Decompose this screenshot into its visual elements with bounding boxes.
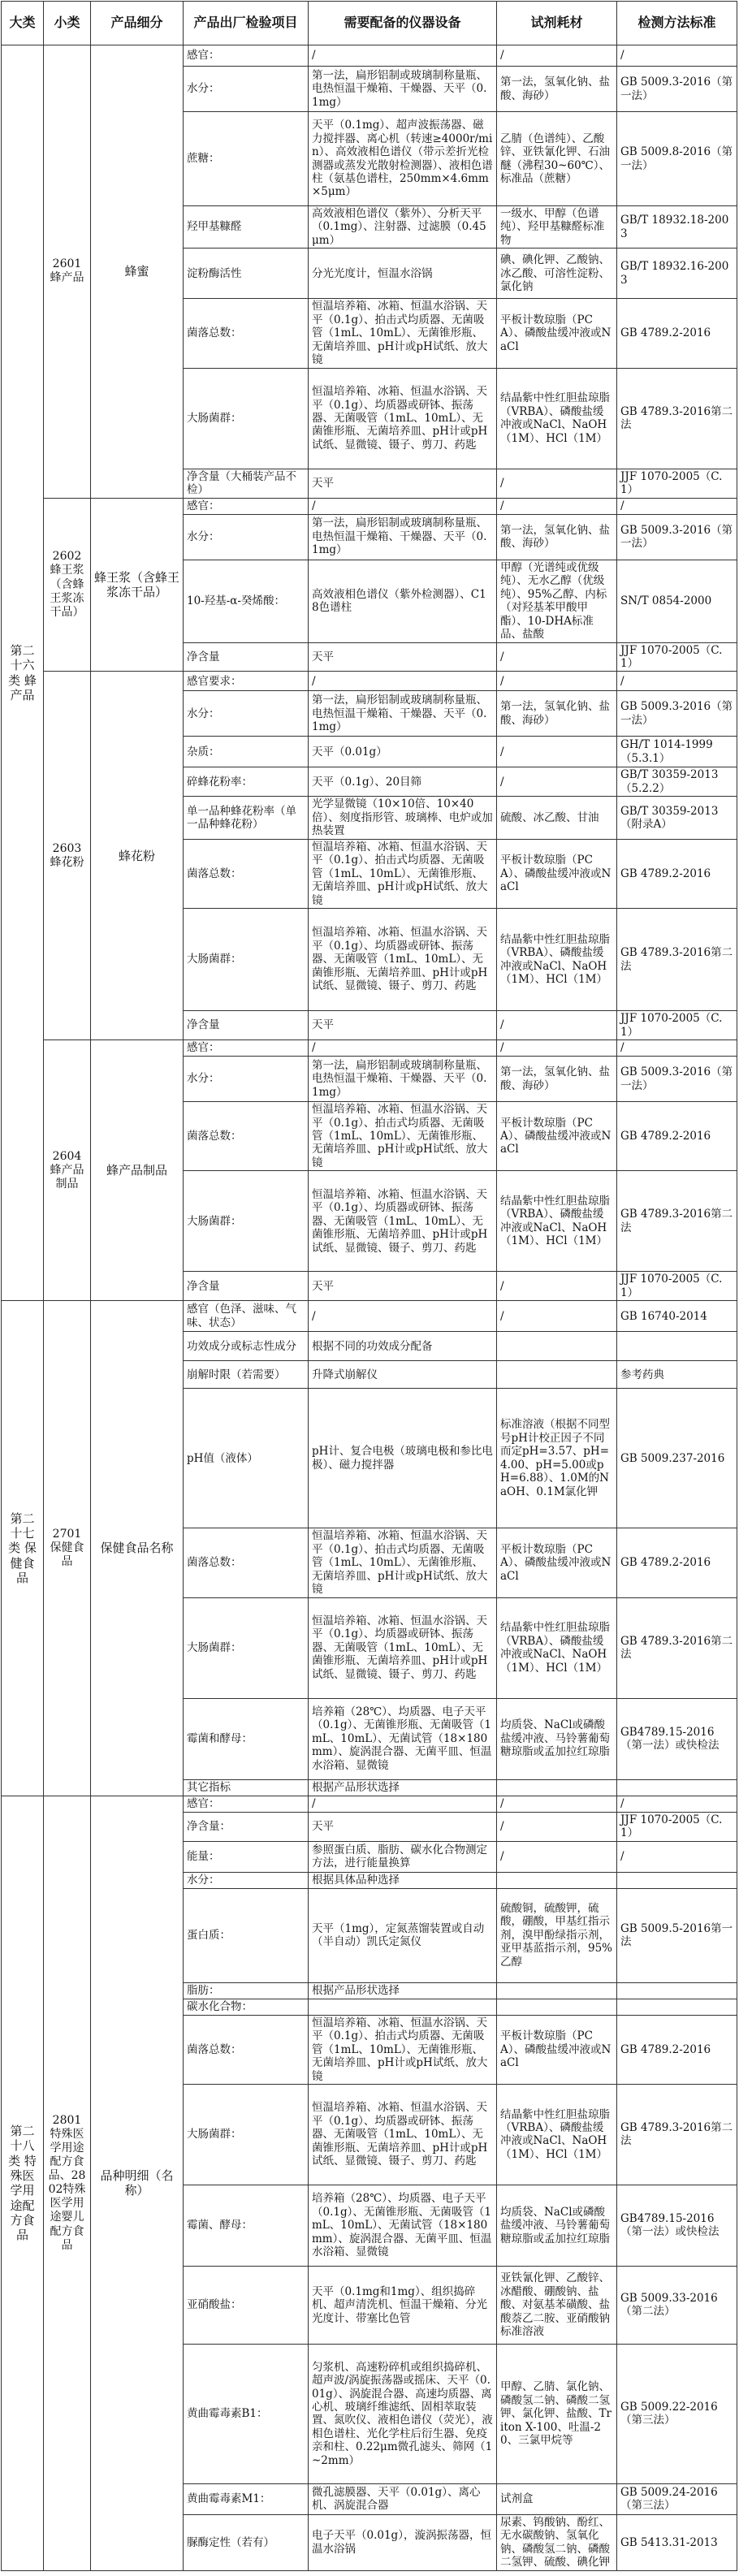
method-cell: GB/T 18932.16-2003 bbox=[617, 249, 737, 299]
method-cell: GB 5009.5-2016第一法 bbox=[617, 1888, 737, 1982]
method-cell: GB 5009.237-2016 bbox=[617, 1389, 737, 1528]
method-cell: / bbox=[617, 45, 737, 67]
equipment-cell: / bbox=[309, 672, 497, 691]
reagent-cell: 甲醇、乙腈、氯化钠、磷酸氢二钠、磷酸二氢钾、氯化钾、盐酸、Triton X-100、吐温-20、三氯甲烷等 bbox=[497, 2344, 617, 2483]
equipment-cell: 恒温培养箱、冰箱、恒温水浴锅、天平（0.1g）、均质器或研钵、振荡器、无菌吸管（1mL、10mL）、无菌锥形瓶、无菌培养皿、pH计或pH试纸、显微镜、镊子、剪刀、药匙 bbox=[309, 368, 497, 469]
item-cell: 单一品种蜂花粉率（单一品种蜂花粉） bbox=[184, 797, 309, 839]
reagent-cell: 平板计数琼脂（PCA）、磷酸盐缓冲液或NaCl bbox=[497, 2015, 617, 2084]
equipment-cell: 天平（1mg），定氮蒸馏装置或自动（半自动）凯氏定氮仪 bbox=[309, 1888, 497, 1982]
item-cell: 水分： bbox=[184, 1872, 309, 1888]
reagent-cell: / bbox=[497, 1841, 617, 1872]
equipment-cell: 培养箱（28℃）、均质器、电子天平（0.1g）、无菌锥形瓶、无菌吸管（1mL、10mL）、无菌试管（18×180mm）、旋涡混合器、无菌平皿、恒温水浴箱、显微镜 bbox=[309, 2185, 497, 2266]
reagent-cell bbox=[497, 1982, 617, 1999]
inspection-table bbox=[1, 1, 737, 2571]
header-method: 检测方法标准 bbox=[617, 2, 737, 45]
reagent-cell: 结晶紫中性红胆盐琼脂（VRBA）、磷酸盐缓冲液或NaCl、NaOH（1M）、HCl（1M） bbox=[497, 368, 617, 469]
reagent-cell: 第一法，氢氧化钠、盐酸、海砂） bbox=[497, 691, 617, 737]
method-cell: GB 4789.3-2016第二法 bbox=[617, 1597, 737, 1698]
method-cell: JJF 1070-2005（C.1） bbox=[617, 1011, 737, 1040]
header-subcategory: 小类 bbox=[44, 2, 91, 45]
reagent-cell: 平板计数琼脂（PCA）、磷酸盐缓冲液或NaCl bbox=[497, 299, 617, 368]
item-cell: 霉菌、酵母： bbox=[184, 2185, 309, 2266]
item-cell: 蔗糖： bbox=[184, 112, 309, 206]
item-cell: 脲酶定性（若有） bbox=[184, 2514, 309, 2570]
equipment-cell: 天平（0.1mg）、超声波振荡器、磁力搅拌器、离心机（转速≥4000r/min）、高效液相色谱仪（带示差折光检测器或蒸发光散射检测器）、液相色谱柱（氨基色谱柱，250mm×4.6mm×5μm） bbox=[309, 112, 497, 206]
equipment-cell: 高效液相色谱仪（紫外检测器）、C18色谱柱 bbox=[309, 560, 497, 642]
equipment-cell: 根据不同的功效成分配备 bbox=[309, 1332, 497, 1361]
item-cell: 亚硝酸盐： bbox=[184, 2266, 309, 2344]
item-cell: 水分： bbox=[184, 514, 309, 560]
reagent-cell: 硫酸、冰乙酸、甘油 bbox=[497, 797, 617, 839]
item-cell: 黄曲霉毒素B1： bbox=[184, 2344, 309, 2483]
header-product: 产品细分 bbox=[91, 2, 184, 45]
item-cell: 脂肪： bbox=[184, 1982, 309, 1999]
item-cell: 净含量： bbox=[184, 1812, 309, 1841]
table-row bbox=[2, 498, 737, 514]
equipment-cell: 第一法，扁形铝制或玻璃制称量瓶、电热恒温干燥箱、干燥器、天平（0.1mg） bbox=[309, 691, 497, 737]
equipment-cell: 根据产品形状选择 bbox=[309, 1982, 497, 1999]
equipment-cell: 天平 bbox=[309, 1812, 497, 1841]
reagent-cell: / bbox=[497, 1812, 617, 1841]
reagent-cell: / bbox=[497, 642, 617, 672]
item-cell: 崩解时限（若需要） bbox=[184, 1361, 309, 1389]
reagent-cell: / bbox=[497, 469, 617, 498]
item-cell: 感官要求： bbox=[184, 672, 309, 691]
subcategory-cell: 2604蜂产品制品 bbox=[44, 1040, 91, 1301]
method-cell: GB 4789.3-2016第二法 bbox=[617, 368, 737, 469]
method-cell: GB 4789.2-2016 bbox=[617, 839, 737, 908]
subcategory-cell: 2601蜂产品 bbox=[44, 45, 91, 499]
item-cell: 蛋白质： bbox=[184, 1888, 309, 1982]
reagent-cell: 结晶紫中性红胆盐琼脂（VRBA）、磷酸盐缓冲液或NaCl、NaOH（1M）、HCl（1M） bbox=[497, 909, 617, 1011]
reagent-cell: 第一法，氢氧化钠、盐酸、海砂） bbox=[497, 67, 617, 112]
equipment-cell: 天平 bbox=[309, 1011, 497, 1040]
item-cell: 10-羟基-α-癸烯酸： bbox=[184, 560, 309, 642]
item-cell: 大肠菌群： bbox=[184, 2084, 309, 2185]
method-cell: GB/T 30359-2013（5.2.2） bbox=[617, 767, 737, 797]
reagent-cell: 一级水、甲醇（色谱纯）、羟甲基糠醛标准物 bbox=[497, 206, 617, 249]
item-cell: 淀粉酶活性 bbox=[184, 249, 309, 299]
item-cell: 碎蜂花粉率： bbox=[184, 767, 309, 797]
item-cell: 感官： bbox=[184, 1040, 309, 1057]
method-cell: / bbox=[617, 672, 737, 691]
method-cell: GB 4789.3-2016第二法 bbox=[617, 2084, 737, 2185]
equipment-cell: 第一法，扁形铝制或玻璃制称量瓶、电热恒温干燥箱、干燥器、天平（0.1mg） bbox=[309, 67, 497, 112]
table-body bbox=[2, 45, 737, 2571]
product-cell: 蜂产品制品 bbox=[91, 1040, 184, 1301]
reagent-cell bbox=[497, 1872, 617, 1888]
reagent-cell: 平板计数琼脂（PCA）、磷酸盐缓冲液或NaCl bbox=[497, 1102, 617, 1171]
equipment-cell: 升降式崩解仪 bbox=[309, 1361, 497, 1389]
equipment-cell: 恒温培养箱、冰箱、恒温水浴锅、天平（0.1g）、均质器或研钵、振荡器、无菌吸管（1mL、10mL）、无菌锥形瓶、无菌培养皿、pH计或pH试纸、显微镜、镊子、剪刀、药匙 bbox=[309, 2084, 497, 2185]
item-cell: 霉菌和酵母： bbox=[184, 1698, 309, 1779]
item-cell: 感官： bbox=[184, 1796, 309, 1812]
reagent-cell: / bbox=[497, 737, 617, 767]
reagent-cell: 试剂盒 bbox=[497, 2483, 617, 2514]
table-row bbox=[2, 672, 737, 691]
equipment-cell: / bbox=[309, 1040, 497, 1057]
equipment-cell: / bbox=[309, 498, 497, 514]
equipment-cell: 分光光度计，恒温水浴锅 bbox=[309, 249, 497, 299]
method-cell: GB4789.15-2016（第一法）或快检法 bbox=[617, 2185, 737, 2266]
reagent-cell: 平板计数琼脂（PCA）、磷酸盐缓冲液或NaCl bbox=[497, 1528, 617, 1597]
equipment-cell: 参照蛋白质、脂肪、碳水化合物测定方法，进行能量换算 bbox=[309, 1841, 497, 1872]
method-cell: GB 5413.31-2013 bbox=[617, 2514, 737, 2570]
equipment-cell: 恒温培养箱、冰箱、恒温水浴锅、天平（0.1g）、拍击式均质器、无菌吸管（1mL、10mL）、无菌锥形瓶、无菌培养皿、pH计或pH试纸、放大镜 bbox=[309, 839, 497, 908]
reagent-cell: / bbox=[497, 1272, 617, 1301]
method-cell: / bbox=[617, 1796, 737, 1812]
header-reagent: 试剂耗材 bbox=[497, 2, 617, 45]
method-cell: GB 5009.3-2016（第一法） bbox=[617, 67, 737, 112]
item-cell: 菌落总数： bbox=[184, 1528, 309, 1597]
reagent-cell: / bbox=[497, 1040, 617, 1057]
equipment-cell: 天平（0.1mg和1mg）、组织捣碎机、超声清洗机、恒温干燥箱、分光光度计、带塞比色管 bbox=[309, 2266, 497, 2344]
method-cell: GB/T 18932.18-2003 bbox=[617, 206, 737, 249]
item-cell: 大肠菌群： bbox=[184, 909, 309, 1011]
equipment-cell: 天平（0.1g）、20目筛 bbox=[309, 767, 497, 797]
table-row bbox=[2, 1040, 737, 1057]
item-cell: 水分： bbox=[184, 691, 309, 737]
method-cell: GB 4789.2-2016 bbox=[617, 2015, 737, 2084]
item-cell: 菌落总数： bbox=[184, 299, 309, 368]
method-cell: 参考药典 bbox=[617, 1361, 737, 1389]
reagent-cell: 尿素、钨酸钠、酚红、无水碳酸钠、氢氧化钠、磷酸氢二钠、磷酸二氢钾、硫酸、碘化钾 bbox=[497, 2514, 617, 2570]
reagent-cell: / bbox=[497, 1011, 617, 1040]
item-cell: 黄曲霉毒素M1： bbox=[184, 2483, 309, 2514]
header-row bbox=[2, 2, 737, 45]
method-cell: GB 4789.3-2016第二法 bbox=[617, 909, 737, 1011]
item-cell: 羟甲基糠醛 bbox=[184, 206, 309, 249]
method-cell: GB 5009.3-2016（第一法） bbox=[617, 1057, 737, 1102]
method-cell: GB 5009.3-2016（第一法） bbox=[617, 691, 737, 737]
reagent-cell: 结晶紫中性红胆盐琼脂（VRBA）、磷酸盐缓冲液或NaCl、NaOH（1M）、HCl（1M） bbox=[497, 1597, 617, 1698]
product-cell: 蜂花粉 bbox=[91, 672, 184, 1040]
subcategory-cell: 2701保健食品 bbox=[44, 1301, 91, 1796]
method-cell: GB 4789.2-2016 bbox=[617, 299, 737, 368]
subcategory-cell: 2603蜂花粉 bbox=[44, 672, 91, 1040]
method-cell: JJF 1070-2005（C.1） bbox=[617, 1812, 737, 1841]
method-cell: JJF 1070-2005（C.1） bbox=[617, 642, 737, 672]
equipment-cell: / bbox=[309, 1796, 497, 1812]
item-cell: 碳水化合物： bbox=[184, 1999, 309, 2015]
header-category: 大类 bbox=[2, 2, 44, 45]
equipment-cell: 恒温培养箱、冰箱、恒温水浴锅、天平（0.1g）、均质器或研钵、振荡器、无菌吸管（1mL、10mL）、无菌锥形瓶、无菌培养皿、pH计或pH试纸、显微镜、镊子、剪刀、药匙 bbox=[309, 909, 497, 1011]
method-cell: SN/T 0854-2000 bbox=[617, 560, 737, 642]
reagent-cell: / bbox=[497, 498, 617, 514]
method-cell: GH/T 1014-1999（5.3.1） bbox=[617, 737, 737, 767]
equipment-cell: 根据产品形状选择 bbox=[309, 1779, 497, 1796]
item-cell: pH值（液体） bbox=[184, 1389, 309, 1528]
reagent-cell: / bbox=[497, 1796, 617, 1812]
reagent-cell bbox=[497, 1999, 617, 2015]
reagent-cell: 第一法，氢氧化钠、盐酸、海砂） bbox=[497, 1057, 617, 1102]
method-cell bbox=[617, 1982, 737, 1999]
equipment-cell: 天平 bbox=[309, 469, 497, 498]
reagent-cell: 结晶紫中性红胆盐琼脂（VRBA）、磷酸盐缓冲液或NaCl、NaOH（1M）、HCl（1M） bbox=[497, 2084, 617, 2185]
equipment-cell: 高效液相色谱仪（紫外）、分析天平（0.1mg）、注射器、过滤膜（0.45μm） bbox=[309, 206, 497, 249]
category-cell: 第二十八类 特殊医学用途配方食品 bbox=[2, 1796, 44, 2570]
item-cell: 菌落总数： bbox=[184, 2015, 309, 2084]
product-cell: 品种明细（名称） bbox=[91, 1796, 184, 2570]
equipment-cell bbox=[309, 1999, 497, 2015]
header-item: 产品出厂检验项目 bbox=[184, 2, 309, 45]
method-cell: GB 4789.3-2016第二法 bbox=[617, 1171, 737, 1272]
table-row bbox=[2, 1301, 737, 1332]
table-row bbox=[2, 45, 737, 67]
method-cell bbox=[617, 1779, 737, 1796]
reagent-cell bbox=[497, 1779, 617, 1796]
reagent-cell: 结晶紫中性红胆盐琼脂（VRBA）、磷酸盐缓冲液或NaCl、NaOH（1M）、HCl（1M） bbox=[497, 1171, 617, 1272]
reagent-cell: / bbox=[497, 1301, 617, 1332]
reagent-cell: / bbox=[497, 45, 617, 67]
method-cell: / bbox=[617, 498, 737, 514]
item-cell: 能量： bbox=[184, 1841, 309, 1872]
subcategory-cell: 2801特殊医学用途配方食品、2802特殊医学用途婴儿配方食品 bbox=[44, 1796, 91, 2570]
reagent-cell: 均质袋、NaCl或磷酸盐缓冲液、马铃薯葡萄糖琼脂或孟加拉红琼脂 bbox=[497, 1698, 617, 1779]
table-row bbox=[2, 1796, 737, 1812]
method-cell bbox=[617, 1332, 737, 1361]
equipment-cell: 天平 bbox=[309, 642, 497, 672]
method-cell: JJF 1070-2005（C.1） bbox=[617, 469, 737, 498]
category-cell: 第二十七类 保健食品 bbox=[2, 1301, 44, 1796]
method-cell bbox=[617, 1999, 737, 2015]
method-cell: GB 5009.22-2016（第三法） bbox=[617, 2344, 737, 2483]
method-cell: GB 5009.3-2016（第一法） bbox=[617, 514, 737, 560]
method-cell: GB 4789.2-2016 bbox=[617, 1102, 737, 1171]
item-cell: 净含量 bbox=[184, 642, 309, 672]
reagent-cell bbox=[497, 1361, 617, 1389]
reagent-cell: 均质袋、NaCl或磷酸盐缓冲液、马铃薯葡萄糖琼脂或孟加拉红琼脂 bbox=[497, 2185, 617, 2266]
reagent-cell: 甲醇（光谱纯或优级纯）、无水乙醇（优级纯）、95%乙醇、内标（对羟基苯甲酸甲酯）、10-DHA标准品、盐酸 bbox=[497, 560, 617, 642]
item-cell: 大肠菌群： bbox=[184, 1171, 309, 1272]
equipment-cell: / bbox=[309, 45, 497, 67]
item-cell: 杂质： bbox=[184, 737, 309, 767]
equipment-cell: 恒温培养箱、冰箱、恒温水浴锅、天平（0.1g）、均质器或研钵、振荡器、无菌吸管（1mL、10mL）、无菌锥形瓶、无菌培养皿、pH计或pH试纸、显微镜、镊子、剪刀、药匙 bbox=[309, 1171, 497, 1272]
item-cell: 感官： bbox=[184, 45, 309, 67]
item-cell: 其它指标 bbox=[184, 1779, 309, 1796]
method-cell: / bbox=[617, 1040, 737, 1057]
equipment-cell: 恒温培养箱、冰箱、恒温水浴锅、天平（0.1g）、均质器或研钵、振荡器、无菌吸管（1mL、10mL）、无菌锥形瓶、无菌培养皿、pH计或pH试纸、显微镜、镊子、剪刀、药匙 bbox=[309, 1597, 497, 1698]
reagent-cell: 平板计数琼脂（PCA）、磷酸盐缓冲液或NaCl bbox=[497, 839, 617, 908]
equipment-cell: 恒温培养箱、冰箱、恒温水浴锅、天平（0.1g）、拍击式均质器、无菌吸管（1mL、10mL）、无菌锥形瓶、无菌培养皿、pH计或pH试纸、放大镜 bbox=[309, 1102, 497, 1171]
product-cell: 蜂蜜 bbox=[91, 45, 184, 499]
item-cell: 净含量 bbox=[184, 1272, 309, 1301]
reagent-cell bbox=[497, 1332, 617, 1361]
item-cell: 净含量 bbox=[184, 1011, 309, 1040]
method-cell: GB/T 30359-2013（附录A） bbox=[617, 797, 737, 839]
item-cell: 功效成分或标志性成分 bbox=[184, 1332, 309, 1361]
reagent-cell: / bbox=[497, 672, 617, 691]
item-cell: 大肠菌群： bbox=[184, 1597, 309, 1698]
item-cell: 水分： bbox=[184, 67, 309, 112]
equipment-cell: pH计、复合电极（玻璃电极和参比电极）、磁力搅拌器 bbox=[309, 1389, 497, 1528]
method-cell: GB 5009.33-2016（第二法） bbox=[617, 2266, 737, 2344]
equipment-cell: 恒温培养箱、冰箱、恒温水浴锅、天平（0.1g）、拍击式均质器、无菌吸管（1mL、10mL）、无菌锥形瓶、无菌培养皿、pH计或pH试纸、放大镜 bbox=[309, 299, 497, 368]
method-cell bbox=[617, 1872, 737, 1888]
product-cell: 保健食品名称 bbox=[91, 1301, 184, 1796]
equipment-cell: 第一法，扁形铝制或玻璃制称量瓶、电热恒温干燥箱、干燥器、天平（0.1mg） bbox=[309, 514, 497, 560]
item-cell: 感官： bbox=[184, 498, 309, 514]
item-cell: 大肠菌群： bbox=[184, 368, 309, 469]
method-cell: / bbox=[617, 1841, 737, 1872]
header-equipment: 需要配备的仪器设备 bbox=[309, 2, 497, 45]
reagent-cell: 碘、碘化钾、乙酸钠、冰乙酸、可溶性淀粉、氯化钠 bbox=[497, 249, 617, 299]
item-cell: 水分： bbox=[184, 1057, 309, 1102]
equipment-cell: 天平 bbox=[309, 1272, 497, 1301]
reagent-cell: 亚铁氰化钾、乙酸锌、冰醋酸、硼酸钠、盐酸、对氨基苯磺酸、盐酸萘乙二胺、亚硝酸钠标准溶液 bbox=[497, 2266, 617, 2344]
item-cell: 感官（色泽、滋味、气味、状态） bbox=[184, 1301, 309, 1332]
subcategory-cell: 2602蜂王浆（含蜂王浆冻干品） bbox=[44, 498, 91, 672]
item-cell: 净含量（大桶装产品不检） bbox=[184, 469, 309, 498]
reagent-cell: / bbox=[497, 767, 617, 797]
equipment-cell: 光学显微镜（10×10倍、10×40倍）、刻度指形管、玻璃棒、电炉或加热装置 bbox=[309, 797, 497, 839]
equipment-cell: 电子天平（0.01g），漩涡振荡器，恒温水浴锅 bbox=[309, 2514, 497, 2570]
equipment-cell: 天平（0.01g） bbox=[309, 737, 497, 767]
reagent-cell: 第一法，氢氧化钠、盐酸、海砂） bbox=[497, 514, 617, 560]
equipment-cell: 根据具体品种选择 bbox=[309, 1872, 497, 1888]
equipment-cell: 微孔滤膜器、天平（0.01g）、离心机、涡旋混合器 bbox=[309, 2483, 497, 2514]
equipment-cell: 培养箱（28℃）、均质器、电子天平（0.1g）、无菌锥形瓶、无菌吸管（1mL、10mL）、无菌试管（18×180mm）、旋涡混合器、无菌平皿、恒温水浴箱、显微镜 bbox=[309, 1698, 497, 1779]
category-cell: 第二十六类 蜂产品 bbox=[2, 45, 44, 1301]
product-cell: 蜂王浆（含蜂王浆冻干品） bbox=[91, 498, 184, 672]
equipment-cell: / bbox=[309, 1301, 497, 1332]
method-cell: GB 4789.2-2016 bbox=[617, 1528, 737, 1597]
item-cell: 菌落总数： bbox=[184, 839, 309, 908]
reagent-cell: 标准溶液（根据不同型号pH计校正因子不同而定pH=3.57、pH=4.00、pH=5.00或pH=6.88）、1.0M的NaOH、0.1M氯化钾 bbox=[497, 1389, 617, 1528]
equipment-cell: 恒温培养箱、冰箱、恒温水浴锅、天平（0.1g）、拍击式均质器、无菌吸管（1mL、10mL）、无菌锥形瓶、无菌培养皿、pH计或pH试纸、放大镜 bbox=[309, 1528, 497, 1597]
method-cell: GB4789.15-2016（第一法）或快检法 bbox=[617, 1698, 737, 1779]
equipment-cell: 第一法，扁形铝制或玻璃制称量瓶、电热恒温干燥箱、干燥器、天平（0.1mg） bbox=[309, 1057, 497, 1102]
item-cell: 菌落总数： bbox=[184, 1102, 309, 1171]
equipment-cell: 恒温培养箱、冰箱、恒温水浴锅、天平（0.1g）、拍击式均质器、无菌吸管（1mL、10mL）、无菌锥形瓶、无菌培养皿、pH计或pH试纸、放大镜 bbox=[309, 2015, 497, 2084]
reagent-cell: 硫酸铜，硫酸钾，硫酸，硼酸，甲基红指示剂，溴甲酚绿指示剂，亚甲基蓝指示剂，95%乙醇 bbox=[497, 1888, 617, 1982]
method-cell: GB 5009.24-2016（第三法） bbox=[617, 2483, 737, 2514]
method-cell: JJF 1070-2005（C.1） bbox=[617, 1272, 737, 1301]
method-cell: GB 16740-2014 bbox=[617, 1301, 737, 1332]
reagent-cell: 乙腈（色谱纯）、乙酸锌、亚铁氰化钾、石油醚（沸程30~60℃）、标准品（蔗糖） bbox=[497, 112, 617, 206]
equipment-cell: 匀浆机、高速粉碎机或组织捣碎机、超声波/涡旋振荡器或摇床、天平（0.01g）、涡旋混合器、高速均质器、离心机、玻璃纤维滤纸、固相萃取装置、氮吹仪、液相色谱仪（荧光），液相色谱柱、光化学柱后衍生器、免疫亲和柱、0.22μm微孔滤头、筛网（1~2mm） bbox=[309, 2344, 497, 2483]
method-cell: GB 5009.8-2016（第一法） bbox=[617, 112, 737, 206]
